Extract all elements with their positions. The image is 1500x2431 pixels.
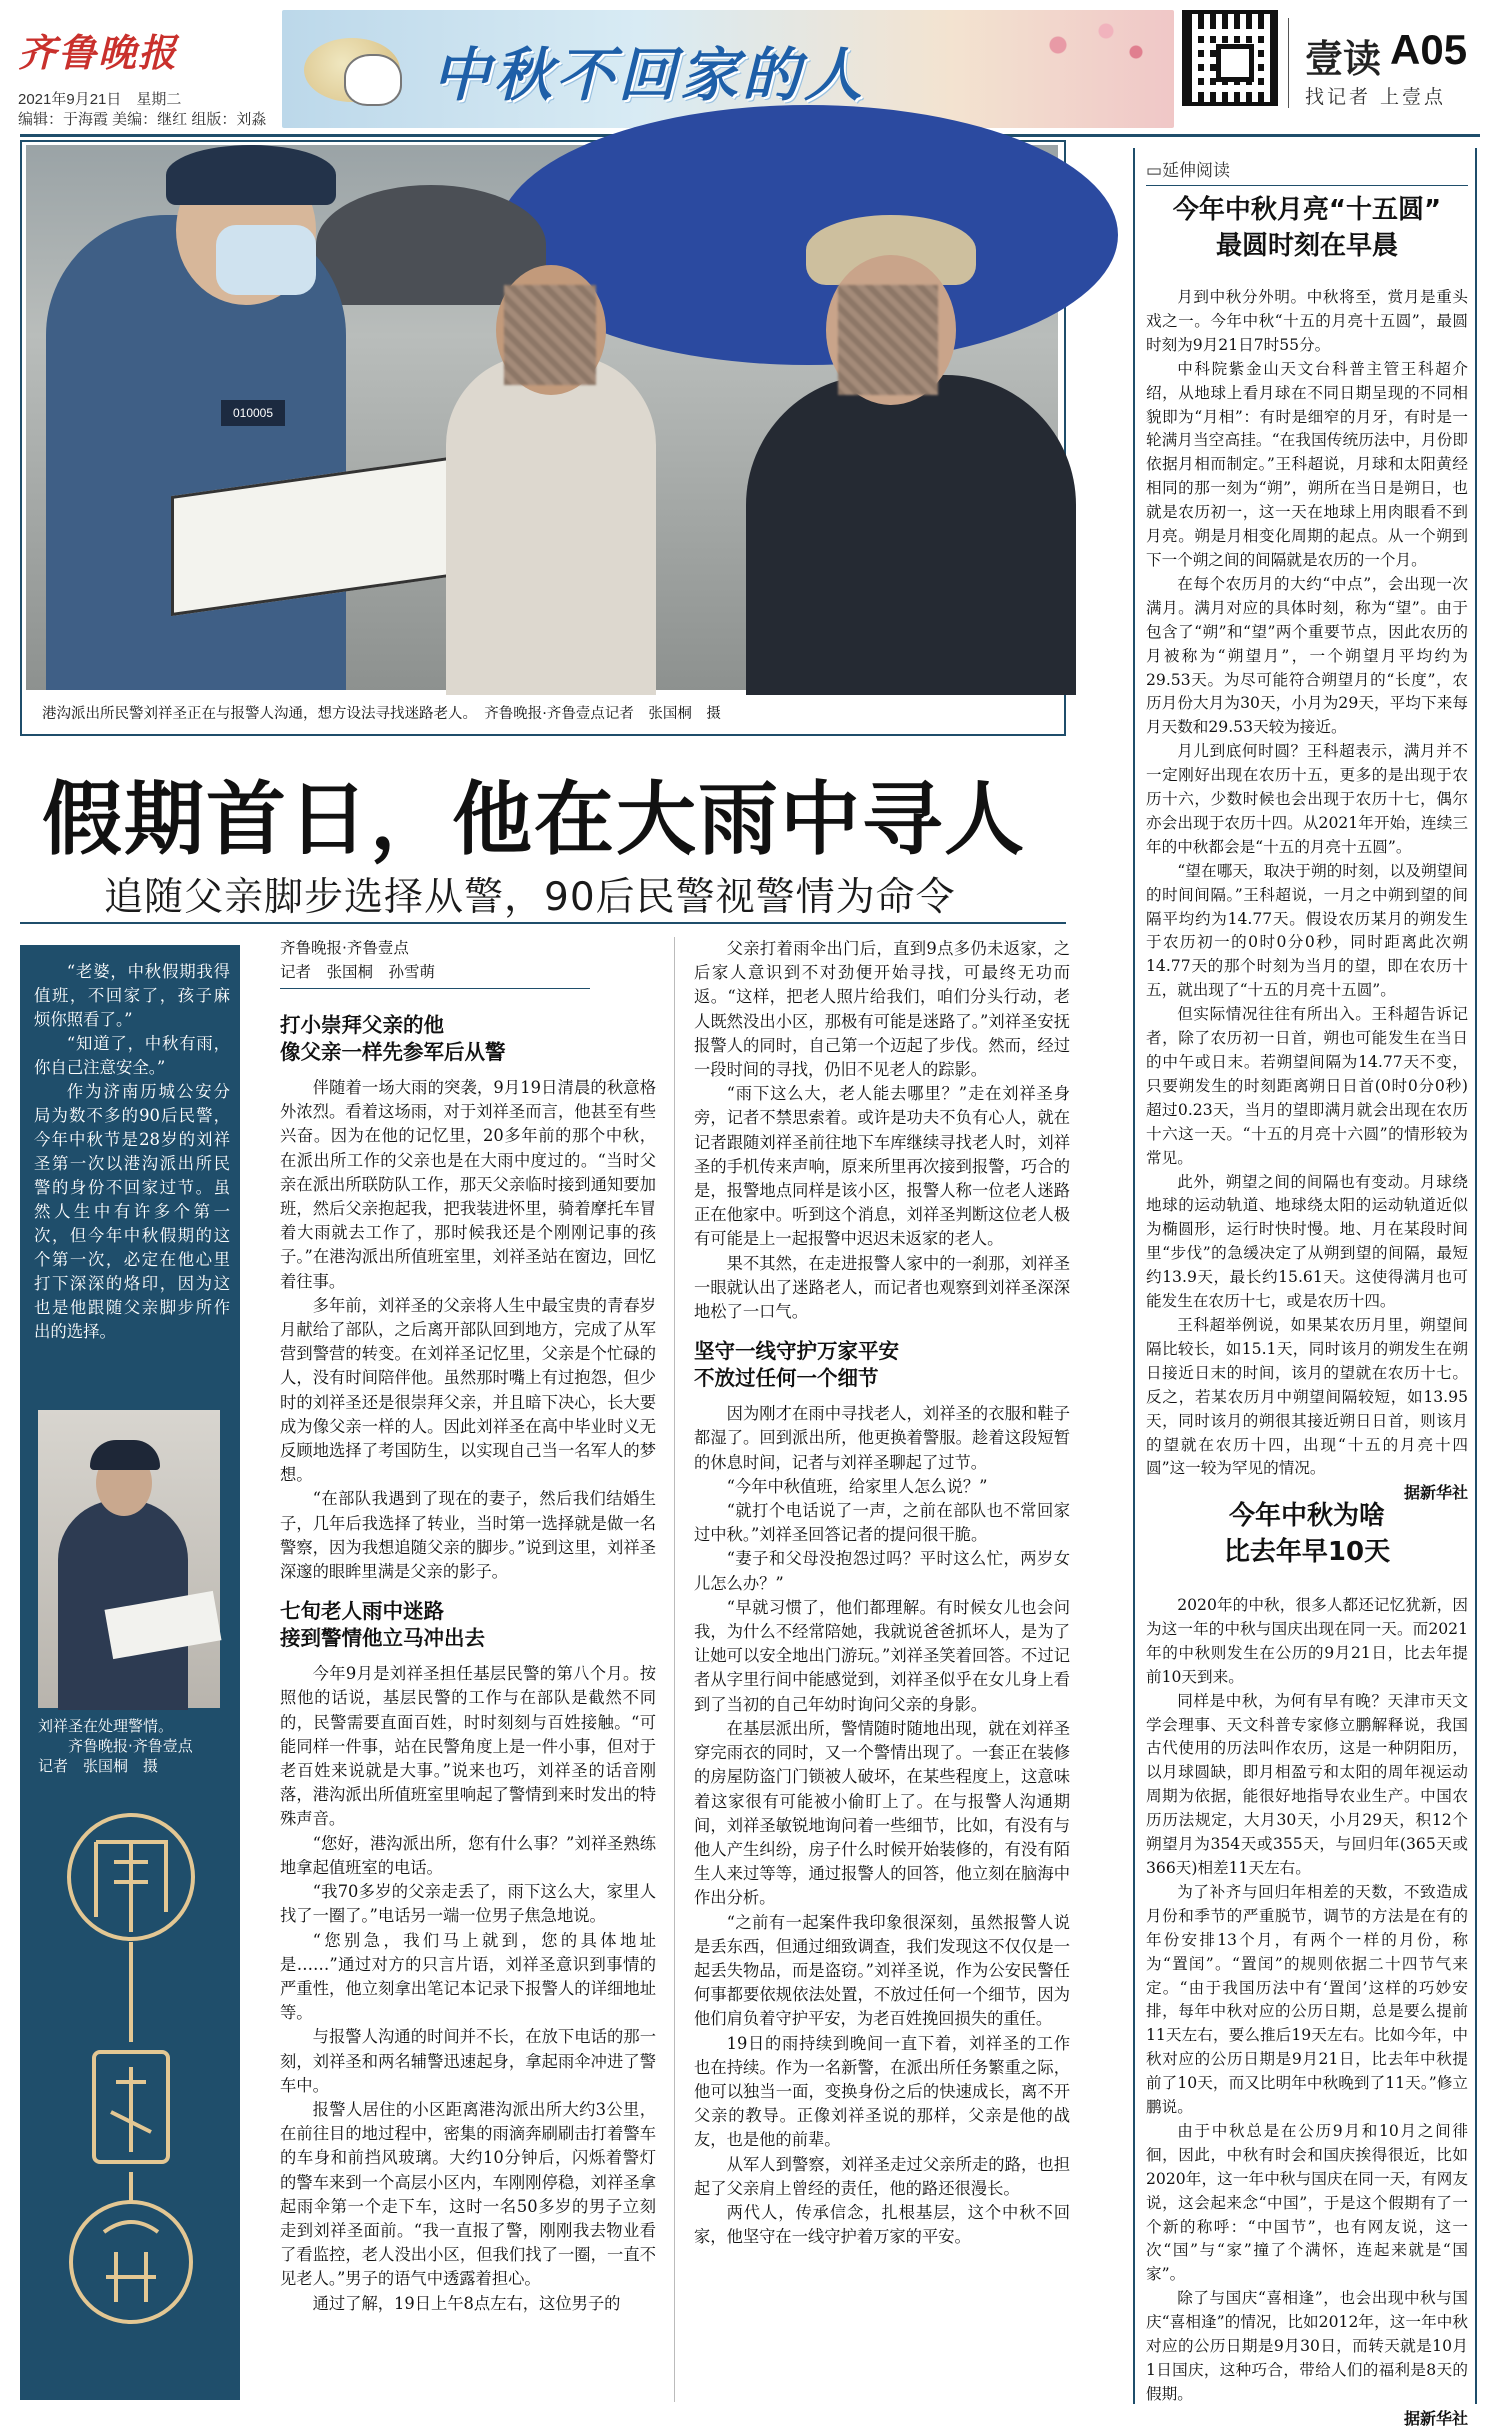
article-paragraph: 在基层派出所，警情随时随地出现，就在刘祥圣穿完雨衣的同时，又一个警情出现了。一套正在装修的房屋防盗门门锁被人破坏，在某些程度上，这意味着这家很有可能被小偷盯上了。在与报警人沟通期间，刘祥圣敏锐地询问着一些细节，比如，有没有与他人产生纠纷，房子什么时候开始装修的，有没有陌生人来过等等，通过报警人的回答，他立刻在脑海中作出分析。	[694, 1718, 1070, 1908]
sidebar-paragraph: 中科院紫金山天文台科普主管王科超介绍，从地球上看月球在不同日期呈现的不同相貌即为“月相”：有时是细窄的月牙，有时是一轮满月当空高挂。“在我国传统历法中，月份即依据月相而制定。”王科超说，月球和太阳黄经相同的那一刻为“朔”，朔所在当日是朔日，也就是农历初一，这一天在地球上用肉眼看不到月亮。朔是月相变化周期的起点。从一个朔到下一个朔之间的间隔就是农历的一个月。	[1146, 359, 1468, 569]
sidebar-paragraph: 但实际情况往往有所出入。王科超告诉记者，除了农历初一日首，朔也可能发生在当日的中午或日末。若朔望间隔为14.77天不变，只要朔发生的时刻距离朔日日首(0时0分0秒)超过0.23天，当月的望即满月就会出现在农历十六这一天。“十五的月亮十六圆”的情形较为常见。	[1146, 1005, 1468, 1167]
sidebar-article-2-body	[1146, 1594, 1468, 2431]
sidebar-paragraph: 王科超举例说，如果某农历月里，朔望间隔比较长，如15.1天，同时该月的朔发生在朔日接近日末的时间，该月的望就在农历十七。反之，若某农历月中朔望间隔较短，如13.95天，同时该月的朔很其接近朔日日首，则该月的望就在农历十四，出现“十五的月亮十四圆”这一较为罕见的情况。	[1146, 1315, 1468, 1478]
mid-autumn-ornament	[56, 1782, 206, 2382]
sidebar-article-1-body	[1146, 286, 1468, 1505]
article-paragraph: 父亲打着雨伞出门后，直到9点多仍未返家，之后家人意识到不对劲便开始寻找，可最终无功而返。“这样，把老人照片给我们，咱们分头行动，老人既然没出小区，那极有可能是迷路了。”刘祥圣安抚报警人的同时，自己第一个迈起了步伐。然而，经过一段时间的寻找，仍旧不见老人的踪影。	[694, 939, 1070, 1080]
byline-reporters: 记者 张国桐 孙雪萌	[280, 963, 436, 981]
photo-caption: 港沟派出所民警刘祥圣正在与报警人沟通，想方设法寻找迷路老人。 齐鲁晚报·齐鲁壹点记者 张国桐 摄	[42, 706, 721, 722]
article-paragraph: 伴随着一场大雨的突袭，9月19日清晨的秋意格外浓烈。看着这场雨，对于刘祥圣而言，他甚至有些兴奋。因为在他的记忆里，20多年前的那个中秋，在派出所工作的父亲也是在大雨中度过的。“当时父亲在派出所联防队工作，那天父亲临时接到通知要加班，然后父亲抱起我，把我装进怀里，骑着摩托车冒着大雨就去工作了，那时候我还是个刚刚记事的孩子。”在港沟派出所值班室里，刘祥圣站在窗边，回忆着往事。	[280, 1078, 656, 1291]
sidebar-paragraph: 月到中秋分外明。中秋将至，赏月是重头戏之一。今年中秋“十五的月亮十五圆”，最圆时刻为9月21日7时55分。	[1146, 288, 1468, 354]
sidebar-paragraph: 由于中秋总是在公历9月和10月之间徘徊，因此，中秋有时会和国庆挨得很近，比如2020年，这一年中秋与国庆在同一天，有网友说，这会起来念“中国”，于是这个假期有了一个新的称呼：“中国节”，也有网友说，这一次“国”与“家”撞了个满怀，连起来就是“国家”。	[1146, 2121, 1468, 2284]
article-paragraph: “之前有一起案件我印象很深刻，虽然报警人说是丢东西，但通过细致调查，我们发现这不仅仅是一起丢失物品，而是盗窃。”刘祥圣说，作为公安民警任何事都要依规依法处置，不放过任何一个细节，因为他们肩负着守护平安，为老百姓挽回损失的重任。	[694, 1912, 1070, 2029]
article-paragraph: “今年中秋值班，给家里人怎么说？”	[726, 1476, 988, 1496]
newspaper-logo: 齐鲁晚报	[18, 30, 179, 75]
article-paragraph: “您别急，我们马上就到，您的具体地址是……”通过对方的只言片语，刘祥圣意识到事情的严重性，他立刻拿出笔记本记录下报警人的详细地址等。	[280, 1930, 656, 2023]
column-slogan: 找记者 上壹点	[1305, 86, 1447, 108]
news-source: 据新华社	[1403, 2408, 1468, 2428]
sidebar-paragraph: 为了补齐与回归年相差的天数，不致造成月份和季节的严重脱节，调节的方法是在有的年份安排13个月，有两个一样的月份，称为“置闰”。“置闰”的规则依据二十四节气来定。“由于我国历法中有‘置闰’这样的巧妙安排，每年中秋对应的公历日期，总是要么提前11天左右，要么推后19天左右。比如今年，中秋对应的公历日期是9月21日，比去年中秋提前了10天，而又比明年中秋晚到了11天。”修立鹏说。	[1146, 1882, 1468, 2117]
police-badge: 010005	[221, 400, 285, 426]
article-paragraph: 通过了解，19日上午8点左右，这位男子的	[312, 2293, 621, 2313]
article-paragraph: “早就习惯了，他们都理解。有时候女儿也会问我，为什么不经常陪她，我就说爸爸抓坏人，是为了让她可以安全地出门游玩。”刘祥圣笑着回答。不过记者从字里行间中能感觉到，刘祥圣似乎在女儿身上看到了当初的自己年幼时询问父亲的身影。	[694, 1597, 1070, 1714]
article-paragraph: 与报警人沟通的时间并不长，在放下电话的那一刻，刘祥圣和两名辅警迅速起身，拿起雨伞冲进了警车中。	[280, 2027, 656, 2095]
sidebar-article-1-title: 今年中秋月亮“十五圆” 最圆时刻在早晨	[1172, 195, 1442, 261]
article-paragraph: 因为刚才在雨中寻找老人，刘祥圣的衣服和鞋子都湿了。回到派出所，他更换着警服。趁着这段短暂的休息时间，记者与刘祥圣聊起了过节。	[694, 1404, 1070, 1472]
face-blur	[838, 285, 938, 395]
byline-outlet: 齐鲁晚报·齐鲁壹点	[280, 939, 409, 957]
section-heading: 七旬老人雨中迷路 接到警情他立马冲出去	[280, 1599, 485, 1651]
intro-paragraph: 作为济南历城公安分局为数不多的90后民警，今年中秋节是28岁的刘祥圣第一次以港沟派出所民警的身份不回家过节。虽然人生中有许多个第一次，但今年中秋假期的这个第一次，必定在他心里打下深深的烙印，因为这也是他跟随父亲脚步所作出的选择。	[34, 1082, 230, 1341]
article-paragraph: 两代人，传承信念，扎根基层，这个中秋不回家，他坚守在一线守护着万家的平安。	[694, 2202, 1070, 2247]
article-paragraph: “您好，港沟派出所，您有什么事？”刘祥圣熟练地拿起值班室的电话。	[280, 1833, 656, 1877]
sidebar-paragraph: 此外，朔望之间的间隔也有变动。月球绕地球的运动轨道、地球绕太阳的运动轨道近似为椭圆形，运行时快时慢。地、月在某段时间里“步伐”的急缓决定了从朔到望的间隔，最短约13.9天，最长约15.61天。这使得满月也可能发生在农历十七，或是农历十四。	[1146, 1172, 1468, 1311]
doc-icon: ▭	[1146, 161, 1163, 181]
section-name: 壹读	[1305, 37, 1382, 81]
news-source: 据新华社	[1403, 1483, 1468, 1503]
article-paragraph: 从军人到警察，刘祥圣走过父亲所走的路，也担起了父亲肩上曾经的责任，他的路还很漫长。	[694, 2154, 1070, 2198]
article-column-1	[280, 998, 656, 2316]
headline: 假期首日，他在大雨中寻人	[42, 773, 1026, 866]
sidebar-paragraph: 除了与国庆“喜相逢”，也会出现中秋与国庆“喜相逢”的情况，比如2012年，这一年中秋对应的公历日期是9月30日，而转天就是10月1日国庆，这种巧合，带给人们的福利是8天的假期。	[1146, 2289, 1468, 2403]
article-paragraph: 果不其然，在走进报警人家中的一刹那，刘祥圣一眼就认出了迷路老人，而记者也观察到刘祥圣深深地松了一口气。	[694, 1253, 1070, 1322]
rabbit-illustration	[344, 54, 402, 106]
banner-title: 中秋不回家的人	[432, 41, 867, 109]
intro-paragraph: “老婆，中秋假期我得值班，不回家了，孩子麻烦你照看了。”	[34, 962, 230, 1029]
article-paragraph: “我70多岁的父亲走丢了，雨下这么大，家里人找了一圈了。”电话另一端一位男子焦急地说。	[280, 1882, 656, 1926]
sidebar-article-2-title: 今年中秋为啥 比去年早10天	[1223, 1501, 1391, 1567]
article-paragraph: 报警人居住的小区距离港沟派出所大约3公里，在前往目的地过程中，密集的雨滴奔刷刷击打着警车的车身和前挡风玻璃。大约10分钟后，闪烁着警灯的警车来到一个高层小区内，车刚刚停稳，刘祥圣拿起雨伞第一个走下车，这时一名50多岁的男子立刻走到刘祥圣面前。“我一直报了警，刚刚我去物业看了看监控，老人没出小区，但我们找了一圈，一直不见老人。”男子的语气中透露着担心。	[280, 2099, 656, 2289]
article-paragraph: “就打个电话说了一声，之前在部队也不常回家过中秋。”刘祥圣回答记者的提问很干脆。	[694, 1501, 1070, 1545]
article-paragraph: 多年前，刘祥圣的父亲将人生中最宝贵的青春岁月献给了部队，之后离开部队回到地方，完成了从军营到警营的转变。在刘祥圣记忆里，父亲是个忙碌的人，没有时间陪伴他。虽然那时嘴上有过抱怨，但少时的刘祥圣还是很崇拜父亲，并且暗下决心，长大要成为像父亲一样的人。因此刘祥圣在高中毕业时义无反顾地选择了考国防生，以实现自己当一名军人的梦想。	[280, 1295, 656, 1485]
page-number: A05	[1390, 26, 1468, 73]
sidebar-paragraph: “望在哪天，取决于朔的时刻，以及朔望间的时间间隔。”王科超说，一月之中朔到望的间隔平均约为14.77天。假设农历某月的朔发生于农历初一的0时0分0秒，同时距离此次朔14.77天的那个时刻为当月的望，即在农历十五，就出现了“十五的月亮十五圆”。	[1146, 861, 1468, 1000]
sidebar-paragraph: 在每个农历月的大约“中点”，会出现一次满月。满月对应的具体时刻，称为“望”。由于包含了“朔”和“望”两个重要节点，因此农历的月被称为“朔望月”，一个朔望月平均约为29.53天。为尽可能符合朔望月的“长度”，农历月份大月为30天，小月为29天，平均下来每月天数和29.53天较为接近。	[1146, 574, 1468, 737]
inset-photo-caption: 刘祥圣在处理警情。 齐鲁晚报·齐鲁壹点 记者 张国桐 摄	[38, 1717, 193, 1775]
sidebar-paragraph: 月儿到底何时圆？王科超表示，满月并不一定刚好出现在农历十五，更多的是出现于农历十六，少数时候也会出现于农历十七，偶尔亦会出现于农历十四。从2021年开始，连续三年的中秋都会是“十五的月亮十五圆”。	[1146, 742, 1468, 856]
section-heading: 打小崇拜父亲的他 像父亲一样先参军后从警	[280, 1013, 506, 1064]
editors-line: 编辑：于海霞 美编：继红 组版：刘淼	[18, 111, 267, 128]
article-paragraph: “在部队我遇到了现在的妻子，然后我们结婚生子，几年后我选择了转业，当时第一选择就是做一名警察，因为我想追随父亲的脚步。”说到这里，刘祥圣深邃的眼眸里满是父亲的影子。	[280, 1489, 656, 1582]
main-photo	[26, 145, 1058, 690]
article-paragraph: 今年9月是刘祥圣担任基层民警的第八个月。按照他的话说，基层民警的工作与在部队是截然不同的，民警需要直面百姓，时时刻刻与百姓接触。“可能同样一件事，站在民警角度上是一件小事，但对于老百姓来说就是大事。”说来也巧，刘祥圣的话音刚落，港沟派出所值班室里响起了警情到来时发出的特殊声音。	[280, 1664, 656, 1829]
qr-code[interactable]	[1182, 10, 1278, 106]
intro-paragraph: “知道了，中秋有雨，你自己注意安全。”	[34, 1034, 230, 1077]
extended-reading-label: ▭延伸阅读	[1146, 156, 1468, 186]
subheadline: 追随父亲脚步选择从警，90后民警视警情为命令	[104, 875, 956, 920]
issue-date: 2021年9月21日 星期二	[18, 91, 182, 108]
article-paragraph: “雨下这么大，老人能去哪里？”走在刘祥圣身旁，记者不禁思索着。或许是功夫不负有心人，就在记者跟随刘祥圣前往地下车库继续寻找老人时，刘祥圣的手机传来声响，原来所里再次接到报警，巧合的是，报警地点同样是该小区，报警人称一位老人迷路正在他家中。听到这个消息，刘祥圣判断这位老人极有可能是上一起报警中迟迟未返家的老人。	[694, 1084, 1070, 1249]
section-heading: 坚守一线守护万家平安 不放过任何一个细节	[694, 1339, 899, 1391]
inset-photo	[38, 1410, 220, 1708]
blossom-illustration	[1034, 10, 1154, 80]
article-column-2	[694, 937, 1070, 2249]
face-blur	[504, 285, 596, 385]
sidebar-paragraph: 同样是中秋，为何有早有晚？天津市天文学会理事、天文科普专家修立鹏解释说，我国古代使用的历法叫作农历，这是一种阴阳历，以月球圆缺，即月相盈亏和太阳的周年视运动周期为依据，能很好地指导农业生产。中国农历历法规定，大月30天，小月29天，积12个朔望月为354天或355天，与回归年(365天或366天)相差11天左右。	[1146, 1691, 1468, 1877]
article-paragraph: “妻子和父母没抱怨过吗？平时这么忙，两岁女儿怎么办？”	[694, 1549, 1070, 1593]
sidebar-paragraph: 2020年的中秋，很多人都还记忆犹新，因为这一年的中秋与国庆出现在同一天。而2021年的中秋则发生在公历的9月21日，比去年提前10天到来。	[1146, 1596, 1468, 1686]
intro-quote	[34, 960, 230, 1344]
article-paragraph: 19日的雨持续到晚间一直下着，刘祥圣的工作也在持续。作为一名新警，在派出所任务繁重之际，他可以独当一面，变换身份之后的快速成长，离不开父亲的教导。正像刘祥圣说的那样，父亲是他的战友，也是他的前辈。	[694, 2033, 1070, 2150]
